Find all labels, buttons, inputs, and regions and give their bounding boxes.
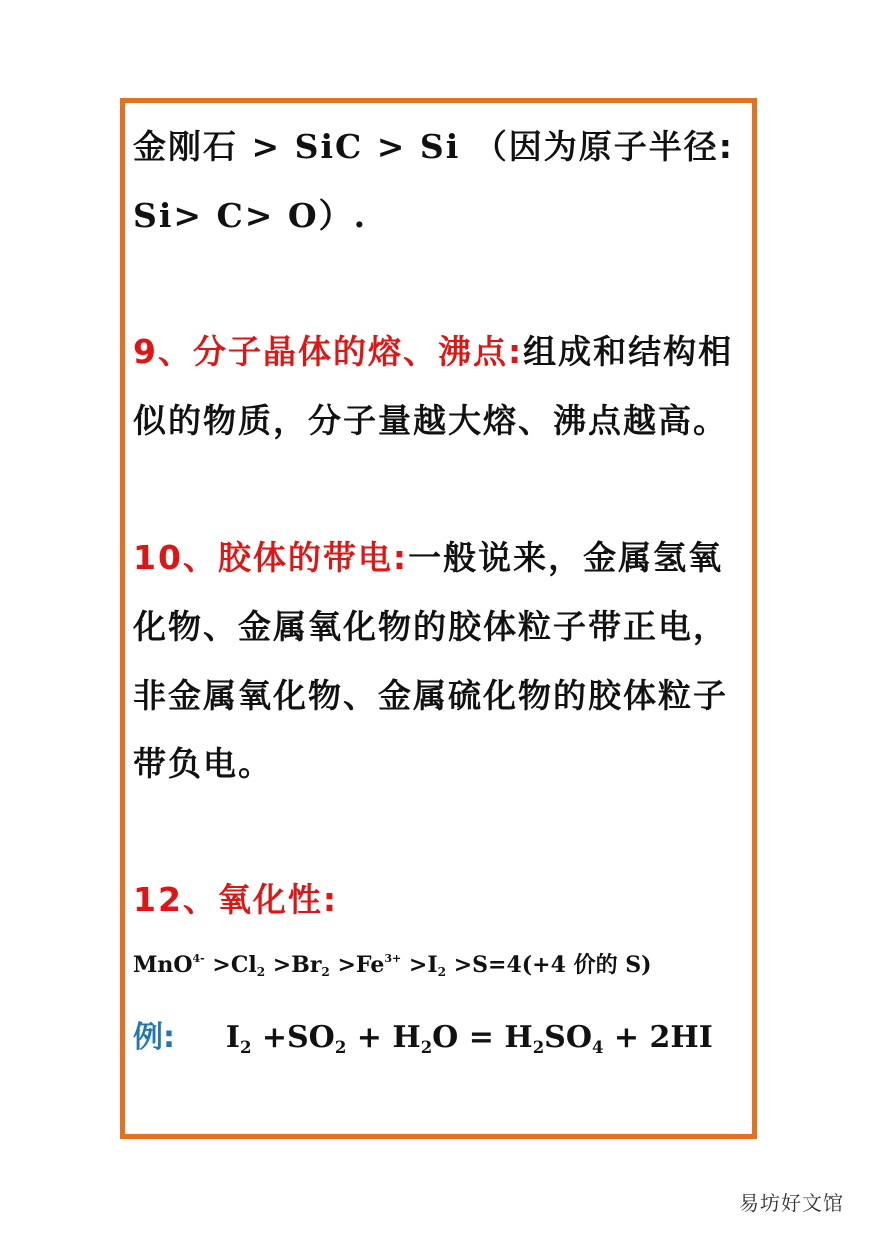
section10-text-1: 一般说来，金属氢氧 xyxy=(408,538,724,577)
top-line-1 xyxy=(133,121,734,168)
formula-mno: MnO xyxy=(133,952,193,978)
section9-heading: 9、分子晶体的熔、沸点: xyxy=(133,332,524,371)
section10-line-1 xyxy=(133,532,723,579)
formula-fe-sup: 3+ xyxy=(384,952,402,966)
eq-so4: SO xyxy=(544,1020,592,1055)
formula-br-sub: 2 xyxy=(321,965,330,980)
example-equation-line xyxy=(133,1012,713,1057)
eq-o-equals-h: O = H xyxy=(432,1020,533,1055)
section10-line-3: 非金属氧化物、金属硫化物的胶体粒子 xyxy=(133,676,728,715)
eq-h: + H xyxy=(346,1020,421,1055)
watermark: 易坊好文馆 xyxy=(739,1191,844,1215)
eq-end: + 2HI xyxy=(603,1020,713,1055)
formula-cl-sub: 2 xyxy=(256,965,266,980)
formula-br: >Br xyxy=(265,952,322,978)
section9-line-2: 似的物质，分子量越大熔、沸点越高。 xyxy=(133,401,728,440)
section12-heading: 12、氧化性: xyxy=(133,880,339,919)
example-label: 例: xyxy=(133,1020,175,1055)
formula-cl: >Cl xyxy=(204,952,257,978)
formula-fe: >Fe xyxy=(329,952,385,978)
section10-line-2: 化物、金属氧化物的胶体粒子带正电， xyxy=(133,607,728,646)
eq-i: I xyxy=(225,1020,240,1055)
eq-i-sub: 2 xyxy=(239,1037,252,1057)
eq-so2-sub: 2 xyxy=(334,1037,347,1057)
radius-note: （因为原子半径: xyxy=(473,127,734,166)
formula-s-cjk: 价的 xyxy=(573,953,618,978)
formula-i-sub: 2 xyxy=(437,965,447,980)
formula-s-end: S) xyxy=(617,952,652,978)
section10-line-4: 带负电。 xyxy=(133,744,273,783)
oxidizing-order-formula xyxy=(133,948,652,979)
top-line-2: Si> C> O）. xyxy=(133,196,368,235)
eq-h-sub: 2 xyxy=(420,1037,433,1057)
eq-so2: +SO xyxy=(251,1020,335,1055)
hardness-order: > SiC > Si xyxy=(251,127,474,166)
section10-heading: 10、胶体的带电: xyxy=(133,538,409,577)
formula-i: >I xyxy=(401,952,438,978)
formula-s: >S=4(+4 xyxy=(446,952,574,978)
formula-mno-sup: 4- xyxy=(192,952,205,966)
eq-so4-sub: 4 xyxy=(591,1037,604,1057)
diamond-label: 金刚石 xyxy=(133,127,252,166)
section9-text-1: 组成和结构相 xyxy=(523,332,734,371)
eq-h2-sub: 2 xyxy=(532,1037,545,1057)
section9-line-1 xyxy=(133,326,733,373)
